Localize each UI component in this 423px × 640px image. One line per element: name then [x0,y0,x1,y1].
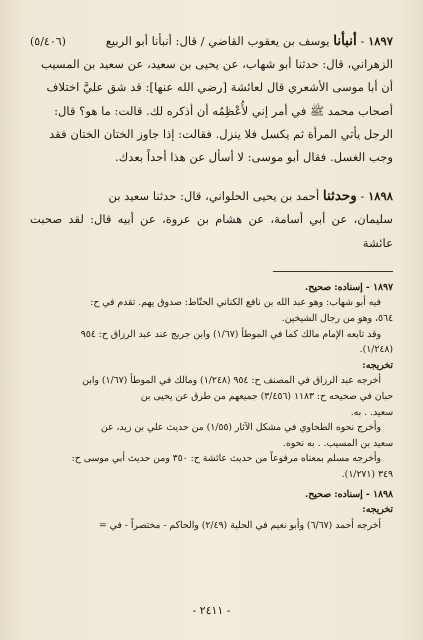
footnote-line: أخرجه أحمد (٦/٦٧) وأبو نعيم في الحلية (٢/٤٩) والحاكم - مختصراً - في = [98,519,381,531]
footnote-divider [273,271,393,272]
hadith-number: ١٨٩٨ [368,189,393,204]
footnote-line: وقد تابعه الإمام مالك كما في الموطأ (١/٦٧) وابن جريج عند عبد الرزاق ح: ٩٥٤ [80,328,381,340]
hadith-1897-line-2: الزهراني، قال: حدثنا أبو شهاب، عن يحيى بن سعيد، عن سعيد بن المسيب [40,57,393,72]
page-number: - ٢٤١١ - [192,604,231,617]
footnote-line: فيه أبو شهاب: وهو عبد الله بن نافع الكناني الحنّاط: صدوق يهم. تقدم في ح: [90,297,381,309]
footnote-line: (١/٢٤٨). [359,344,393,356]
footnote-line: أخرجه عبد الرزاق في المصنف ح: ٩٥٤ (١/٢٤٨) ومالك في الموطأ (١/٦٧) وابن [82,375,381,387]
footnote-isnad-1898: ١٨٩٨ - إسناده: صحيح. [305,488,393,500]
hadith-text: يوسف بن يعقوب القاضي / قال: أنبأنا أبو الربيع [105,34,330,48]
hadith-text: أحمد بن يحيى الحلواني، قال: حدثنا سعيد بن [108,189,320,204]
hadith-1898 [30,185,393,255]
main-text [30,30,393,255]
footnote-isnad-1897: ١٨٩٧ - إسناده: صحيح. [305,281,393,293]
hadith-1897-line-4: أصحاب محمد ﷺ في أمر إني لأُعْظِمُه أن أذكره لك. قالت: ما هو؟ قال: [54,103,393,118]
narration-lead: أنبأنا [333,33,357,49]
footnote-line: ٥٦٤، وهو من رجال الشيخين. [281,313,393,325]
footnote-line: سعيد. . به. [350,406,393,418]
hadith-1897-line-6: وجب الغسل. فقال أبو موسى: لا أسأل عن هذا أحداً بعدك. [115,150,393,165]
narration-lead: وحدثنا [322,188,357,205]
volume-page-reference: (٥/٤٠٦) [30,35,66,48]
hadith-1897-line-1: ١٨٩٧ - أنبأنا يوسف بن يعقوب القاضي / قال: أنبأنا أبو الربيع (٥/٤٠٦) [30,30,393,53]
footnote-takhrij-heading: تخريجه: [362,504,393,516]
hadith-1897-line-5: الرجل يأتي المرأة ثم يكسل فلا ينزل. فقالت: إذا جاوز الختان الختان فقد [49,126,393,141]
footnote-takhrij-heading: تخريجه: [362,359,393,371]
footnote-line: ٣٤٩ (١/٢٧١). [341,468,393,480]
footnote-line: وأخرج نحوه الطحاوي في مشكل الآثار (١/٥٥) من حديث علي بن زيد، عن [100,422,381,434]
footnote-line: وأخرجه مسلم بمعناه مرفوعاً من حديث عائشة ح: ٣٥٠ ومن حديث أبي موسى ح: [71,453,381,465]
hadith-1898-line-1: ١٨٩٨ - وحدثنا أحمد بن يحيى الحلواني، قال: حدثنا سعيد بن [108,188,393,205]
footnote-line: حبان في صحيحه ح: ١١٨٣ (٣/٤٥٦) جميعهم من طرق عن يحيى بن [140,390,393,402]
hadith-number: ١٨٩٧ [368,34,393,48]
footnote-line: سعيد بن المسيب. . به نحوه. [282,437,393,449]
hadith-1898-line-2: سليمان، عن أبي أسامة، عن هشام بن عروة، عن أبيه قال: لقد صحبت عائشة [30,212,393,250]
footnotes [30,280,393,534]
hadith-1897 [30,30,393,169]
hadith-1897-line-3: أن أبا موسى الأشعري قال لعائشة [رضي الله عنها]: قد شق عليَّ اختلاف [46,80,393,95]
